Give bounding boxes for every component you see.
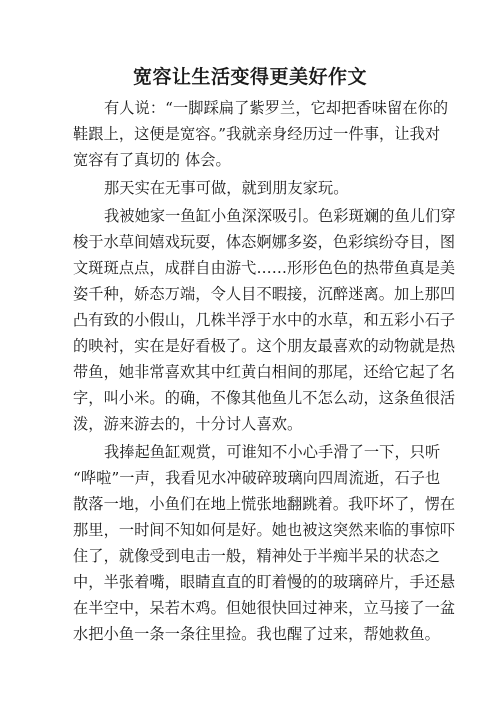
essay-title: 宽容让生活变得更美好作文 [132, 66, 367, 88]
paragraph-4-line-8: 水把小鱼一条一条往里捡。我也醒了过来，帮她救鱼。 [73, 625, 440, 643]
paragraph-4-line-2: “哗啦”一声，我看见水冲破碎玻璃向四周流逝，石子也 [73, 469, 441, 487]
paragraph-3-line-5: 凸有致的小假山，几株半浮于水中的水草，和五彩小石子 [73, 311, 456, 329]
paragraph-1-line-3: 宽容有了真切的 体会。 [73, 151, 231, 169]
paragraph-3-line-1: 我被她家一鱼缸小鱼深深吸引。色彩斑斓的鱼儿们穿 [104, 207, 456, 225]
paragraph-1-line-2: 鞋跟上，这便是宽容。”我就亲身经历过一件事，让我对 [73, 125, 441, 143]
paragraph-4-line-3: 散落一地，小鱼们在地上慌张地翻跳着。我吓坏了，愣在 [73, 495, 456, 513]
paragraph-4-line-1: 我捧起鱼缸观赏，可谁知不小心手滑了一下，只听 [104, 443, 441, 461]
paragraph-1-line-1: 有人说：“一脚踩扁了紫罗兰，它却把香味留在你的 [104, 99, 449, 117]
paragraph-4-line-5: 住了，就像受到电击一般，精神处于半痴半呆的状态之 [73, 547, 440, 565]
paragraph-3-line-7: 带鱼，她非常喜欢其中红黄白相间的那尾，还给它起了名 [73, 363, 456, 381]
paragraph-3-line-3: 文斑斑点点，成群自由游弋……形形色色的热带鱼真是美 [73, 259, 456, 277]
paragraph-3-line-8: 字，叫小米。的确，不像其他鱼儿不怎么动，这条鱼很活 [73, 389, 456, 407]
paragraph-3-line-4: 姿千种，娇态万端，令人目不暇接，沉醉迷离。加上那凹 [73, 285, 456, 303]
paragraph-3-line-9: 泼，游来游去的，十分讨人喜欢。 [73, 415, 303, 433]
paragraph-3-line-2: 梭于水草间嬉戏玩耍，体态婀娜多姿，色彩缤纷夺目，图 [73, 233, 456, 251]
paragraph-3-line-6: 的映衬，实在是好看极了。这个朋友最喜欢的动物就是热 [73, 337, 456, 355]
paragraph-4-line-7: 在半空中，呆若木鸡。但她很快回过神来，立马接了一盆 [73, 599, 456, 617]
paragraph-2-line-1: 那天实在无事可做，就到朋友家玩。 [104, 179, 349, 197]
paragraph-4-line-6: 中，半张着嘴，眼睛直直的盯着慢的的玻璃碎片，手还悬 [73, 573, 456, 591]
paragraph-4-line-4: 那里，一时间不知如何是好。她也被这突然来临的事惊吓 [73, 521, 456, 539]
